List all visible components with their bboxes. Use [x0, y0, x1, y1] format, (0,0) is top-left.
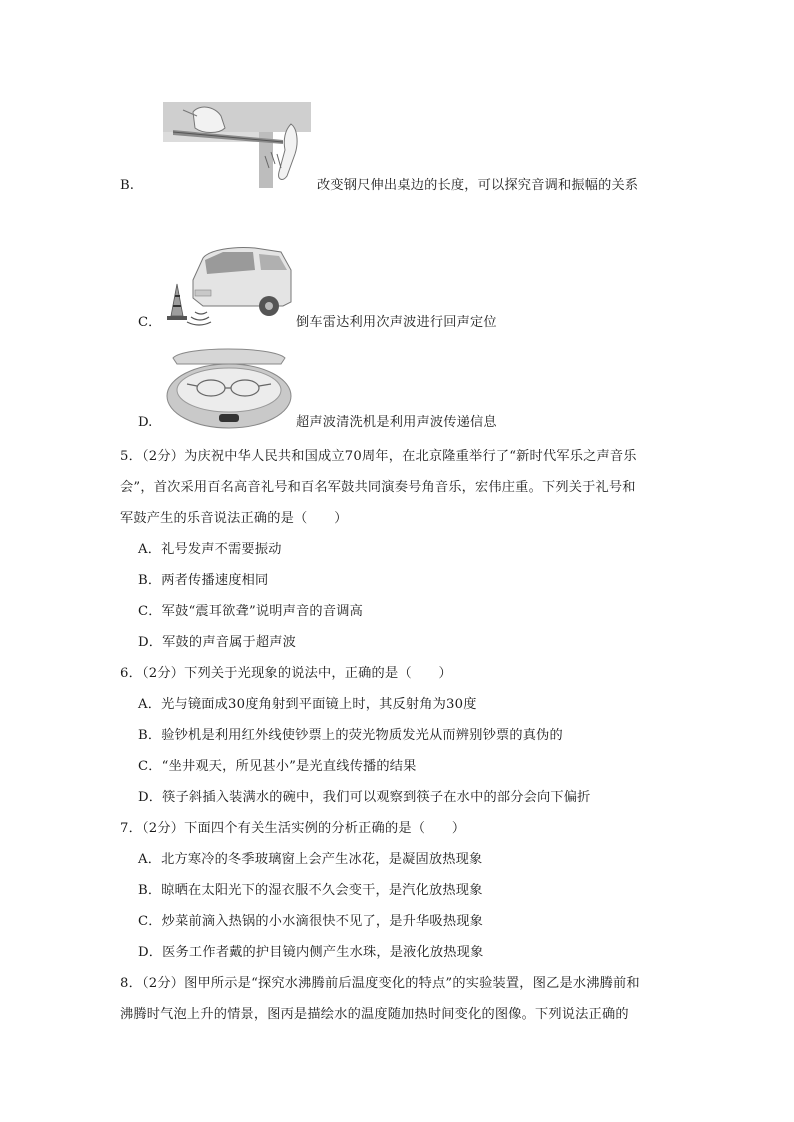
q5-stem-line-3: 军鼓产生的乐音说法正确的是（ ）: [120, 511, 348, 526]
q8-stem-line-1: 8．（2分）图甲所示是“探究水沸腾前后温度变化的特点”的实验装置，图乙是水沸腾前和: [120, 976, 640, 991]
q5-stem-line-2: 会”，首次采用百名高音礼号和百名军鼓共同演奏号角音乐，宏伟庄重。下列关于礼号和: [120, 480, 636, 495]
q6-option-a: A．光与镜面成30度角射到平面镜上时，其反射角为30度: [138, 697, 477, 712]
option-d-text: 超声波清洗机是利用声波传递信息: [296, 415, 497, 430]
q5-option-a: A．礼号发声不需要振动: [138, 542, 282, 557]
q5-option-c: C．军鼓“震耳欲聋”说明声音的音调高: [138, 604, 363, 619]
ultrasonic-cleaner-figure: [163, 344, 294, 432]
option-b-text: 改变钢尺伸出桌边的长度，可以探究音调和振幅的关系: [317, 178, 639, 193]
q5-option-d: D．军鼓的声音属于超声波: [138, 635, 297, 650]
q7-stem-line-1: 7．（2分）下面四个有关生活实例的分析正确的是（ ）: [120, 821, 466, 836]
option-d-letter: D.: [138, 415, 153, 430]
q5-stem-line-1: 5．（2分）为庆祝中华人民共和国成立70周年，在北京隆重举行了“新时代军乐之声音乐: [120, 449, 637, 464]
q5-option-b: B．两者传播速度相同: [138, 573, 269, 588]
q6-option-c: C．“坐井观天，所见甚小”是光直线传播的结果: [138, 759, 417, 774]
car-radar-figure: [163, 240, 294, 326]
q7-option-d: D．医务工作者戴的护目镜内侧产生水珠，是液化放热现象: [138, 945, 484, 960]
q6-option-b: B．验钞机是利用红外线使钞票上的荧光物质发光从而辨别钞票的真伪的: [138, 728, 563, 743]
q6-stem-line-1: 6．（2分）下列关于光现象的说法中，正确的是（ ）: [120, 666, 452, 681]
option-c-text: 倒车雷达利用次声波进行回声定位: [296, 315, 497, 330]
q7-option-b: B．晾晒在太阳光下的湿衣服不久会变干，是汽化放热现象: [138, 883, 483, 898]
option-b-letter: B.: [120, 178, 134, 193]
q8-stem-line-2: 沸腾时气泡上升的情景，图丙是描绘水的温度随加热时间变化的图像。下列说法正确的: [120, 1007, 629, 1022]
q7-option-a: A．北方寒冷的冬季玻璃窗上会产生冰花，是凝固放热现象: [138, 852, 483, 867]
q7-option-c: C．炒菜前滴入热锅的小水滴很快不见了，是升华吸热现象: [138, 914, 483, 929]
q6-option-d: D．筷子斜插入装满水的碗中，我们可以观察到筷子在水中的部分会向下偏折: [138, 790, 591, 805]
steel-ruler-figure: [163, 102, 311, 188]
option-c-letter: C．: [138, 315, 162, 330]
